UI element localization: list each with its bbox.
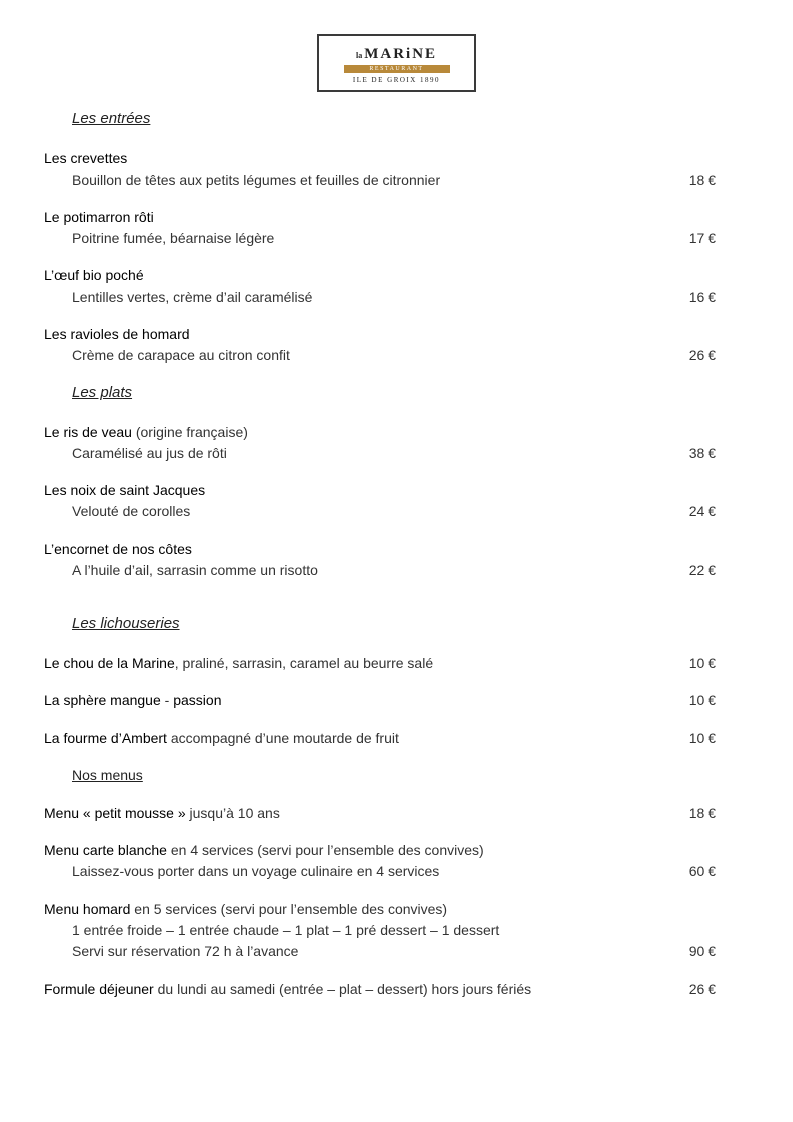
menu-item-detail: Servi sur réservation 72 h à l’avance 90 € bbox=[72, 943, 716, 959]
logo-name: MARiNE bbox=[364, 46, 438, 62]
menu-item-price: 22 € bbox=[688, 562, 716, 578]
menu-item-price: 60 € bbox=[688, 863, 716, 879]
menu-item-name: Menu homard en 5 services (servi pour l’ensemble des convives) bbox=[44, 901, 448, 917]
section-heading-entrees: Les entrées bbox=[72, 110, 151, 127]
menu-item-name: L’œuf bio poché bbox=[44, 267, 144, 283]
menu-item-name: L’encornet de nos côtes bbox=[44, 541, 192, 557]
menu-item-name: Les noix de saint Jacques bbox=[44, 482, 206, 498]
menu-item-detail: Poitrine fumée, béarnaise légère 17 € bbox=[72, 230, 716, 246]
menu-item-price: 38 € bbox=[688, 445, 716, 461]
logo-band: RESTAURANT bbox=[344, 65, 450, 73]
menu-item-price: 16 € bbox=[688, 289, 716, 305]
menu-item-name: Le potimarron rôti bbox=[44, 209, 154, 225]
section-heading-plats: Les plats bbox=[72, 384, 133, 401]
menu-item-detail: Laissez-vous porter dans un voyage culinaire en 4 services 60 € bbox=[72, 863, 716, 879]
menu-item: La sphère mangue - passion 10 € bbox=[44, 692, 716, 708]
menu-item-price: 10 € bbox=[688, 730, 716, 746]
menu-item-detail: Caramélisé au jus de rôti 38 € bbox=[72, 445, 716, 461]
menu-item-price: 26 € bbox=[688, 981, 716, 997]
menu-item: La fourme d’Ambert accompagné d’une moutarde de fruit 10 € bbox=[44, 730, 716, 746]
restaurant-logo bbox=[317, 34, 476, 92]
menu-item: Menu « petit mousse » jusqu’à 10 ans 18 € bbox=[44, 805, 716, 821]
menu-item-price: 24 € bbox=[688, 503, 716, 519]
menu-item: Formule déjeuner du lundi au samedi (entrée – plat – dessert) hors jours fériés 26 € bbox=[44, 981, 716, 997]
menu-item-detail: A l’huile d’ail, sarrasin comme un risotto 22 € bbox=[72, 562, 716, 578]
menu-item-detail: 1 entrée froide – 1 entrée chaude – 1 plat – 1 pré dessert – 1 dessert bbox=[72, 922, 500, 938]
menu-item-price: 18 € bbox=[688, 172, 716, 188]
menu-item-detail: Crème de carapace au citron confit 26 € bbox=[72, 347, 716, 363]
menu-item: Le chou de la Marine, praliné, sarrasin, caramel au beurre salé 10 € bbox=[44, 655, 716, 671]
menu-item-price: 90 € bbox=[688, 943, 716, 959]
menu-item-name: Les ravioles de homard bbox=[44, 326, 190, 342]
menu-item-name: Les crevettes bbox=[44, 150, 128, 166]
menu-item-price: 10 € bbox=[688, 655, 716, 671]
menu-item-name: Le ris de veau (origine française) bbox=[44, 424, 248, 440]
menu-item-detail: Velouté de corolles 24 € bbox=[72, 503, 716, 519]
section-heading-menus: Nos menus bbox=[72, 767, 143, 783]
menu-item-detail: Bouillon de têtes aux petits légumes et feuilles de citronnier 18 € bbox=[72, 172, 716, 188]
section-heading-lichouseries: Les lichouseries bbox=[72, 615, 180, 632]
menu-item-price: 17 € bbox=[688, 230, 716, 246]
menu-item-name: Menu carte blanche en 4 services (servi pour l’ensemble des convives) bbox=[44, 842, 484, 858]
logo-subtitle: ILE DE GROIX 1890 bbox=[352, 76, 441, 84]
menu-item-detail: Lentilles vertes, crème d’ail caramélisé 16 € bbox=[72, 289, 716, 305]
logo-wordmark bbox=[356, 46, 437, 63]
logo-la: la bbox=[355, 51, 363, 60]
menu-item-price: 26 € bbox=[688, 347, 716, 363]
menu-item-price: 18 € bbox=[688, 805, 716, 821]
menu-item-price: 10 € bbox=[688, 692, 716, 708]
